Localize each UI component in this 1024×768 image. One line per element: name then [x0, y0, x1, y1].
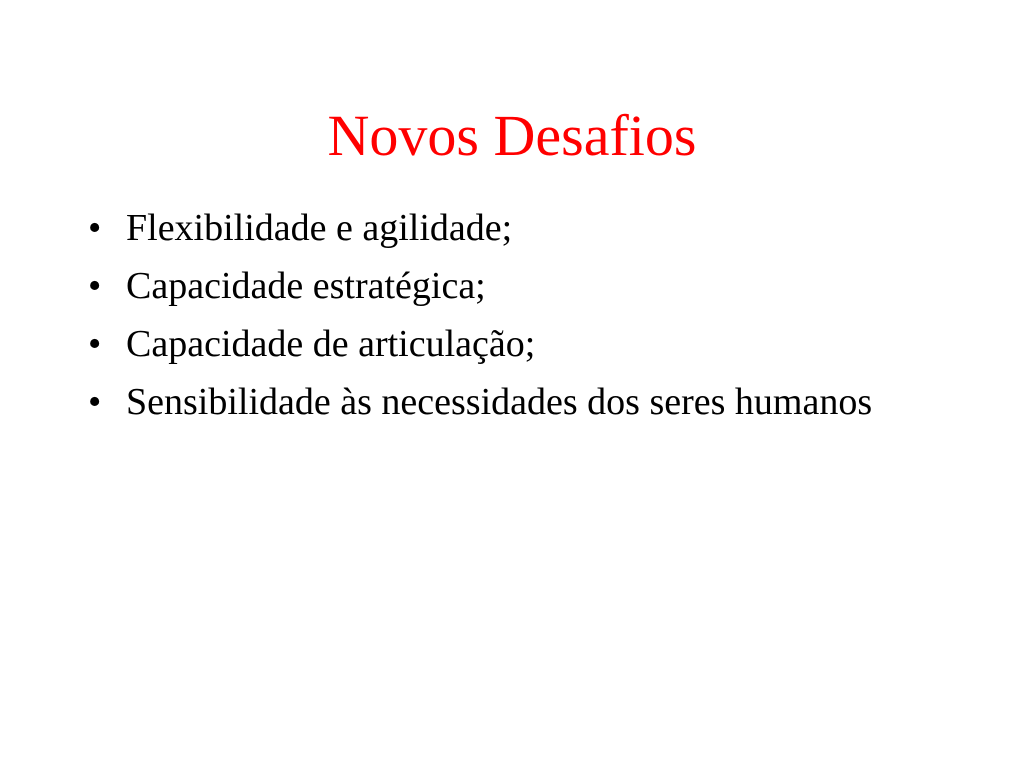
list-item [88, 322, 948, 367]
bullet-text: Capacidade de articulação; [126, 323, 536, 365]
bullet-icon: • [88, 381, 102, 423]
slide-title: Novos Desafios [327, 103, 697, 168]
bullet-icon: • [88, 207, 102, 249]
bullet-text: Flexibilidade e agilidade; [126, 207, 513, 249]
list-item [88, 264, 948, 309]
list-item [88, 380, 948, 425]
list-item [88, 206, 948, 251]
bullet-text: Sensibilidade às necessidades dos seres humanos [126, 381, 873, 423]
bullet-icon: • [88, 323, 102, 365]
bullet-icon: • [88, 265, 102, 307]
bullet-list [88, 206, 948, 438]
bullet-text: Capacidade estratégica; [126, 265, 486, 307]
